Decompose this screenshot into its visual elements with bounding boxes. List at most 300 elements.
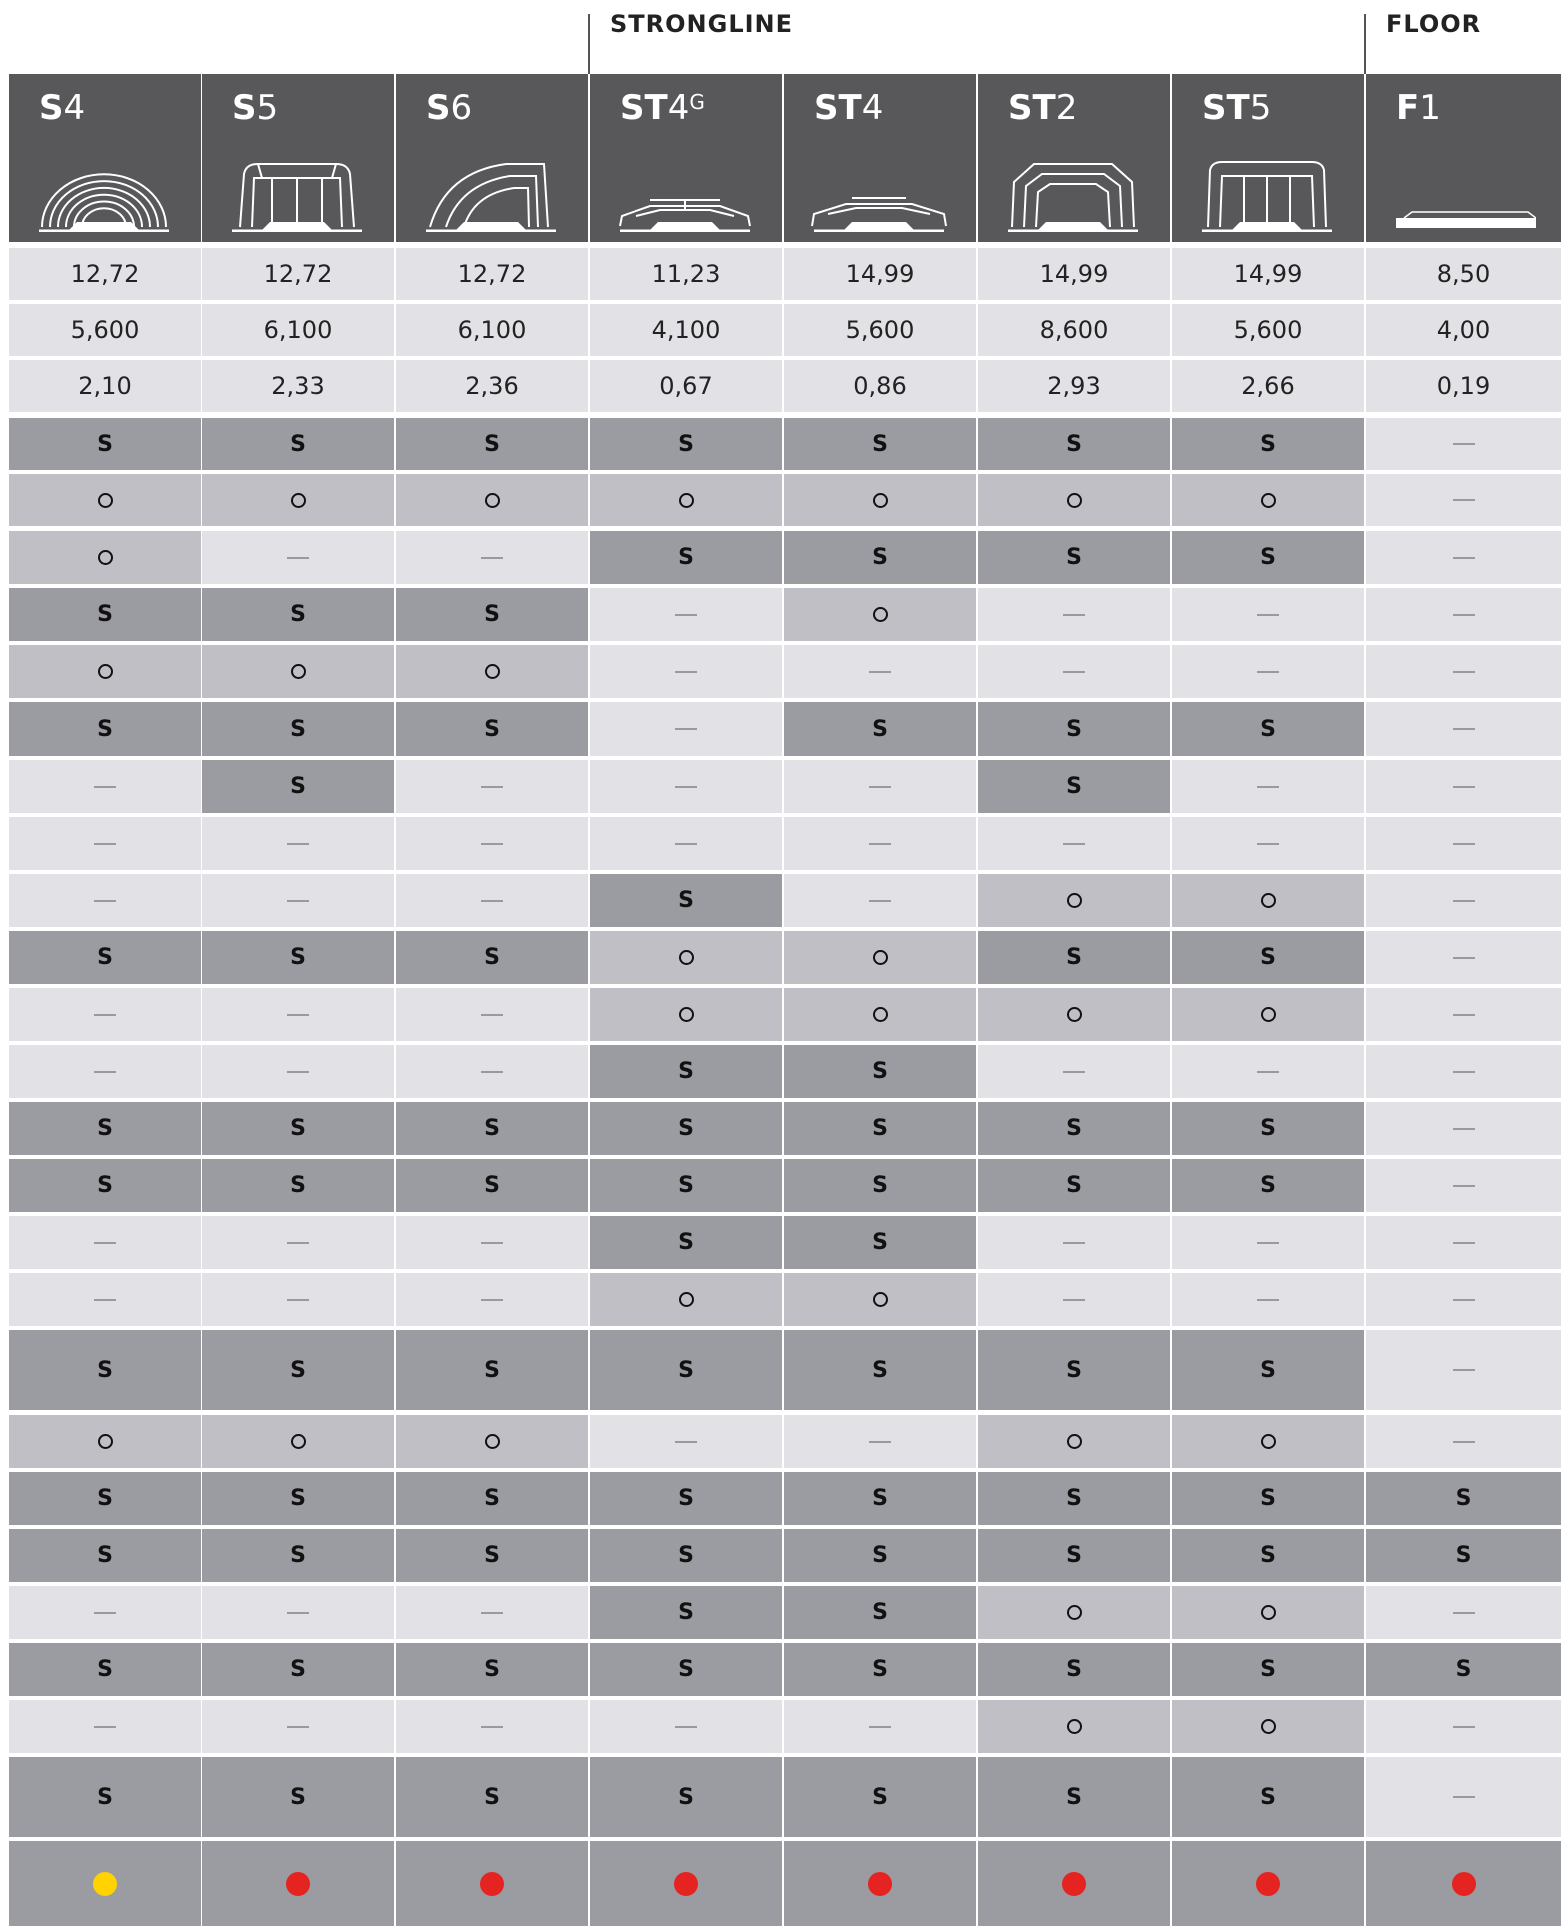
- feature-cell: [978, 817, 1170, 870]
- not-available-dash-icon: [1453, 1726, 1475, 1728]
- feature-cell: [1366, 1159, 1561, 1212]
- standard-mark: S: [678, 1059, 694, 1084]
- sloped-enclosure-icon: [416, 152, 566, 232]
- feature-cell: [1172, 1045, 1364, 1098]
- optional-circle-icon: [98, 550, 113, 565]
- feature-cell: [784, 1102, 976, 1155]
- model-number: 5: [1249, 88, 1272, 128]
- optional-circle-icon: [485, 664, 500, 679]
- feature-cell: [202, 874, 394, 927]
- feature-cell: [590, 588, 782, 641]
- model-name: [620, 88, 705, 128]
- optional-circle-icon: [1067, 1605, 1082, 1620]
- availability-cell: [590, 1841, 782, 1926]
- feature-cell: [202, 760, 394, 813]
- feature-cell: [1366, 1216, 1561, 1269]
- standard-mark: S: [678, 1600, 694, 1625]
- standard-mark: S: [290, 774, 306, 799]
- not-available-dash-icon: [287, 1726, 309, 1728]
- optional-circle-icon: [485, 493, 500, 508]
- feature-cell: [1172, 1643, 1364, 1696]
- standard-mark: S: [290, 602, 306, 627]
- feature-cell: [9, 1102, 201, 1155]
- availability-cell: [396, 1841, 588, 1926]
- feature-cell: [1172, 931, 1364, 984]
- feature-cell: [202, 1586, 394, 1639]
- model-series: ST: [1202, 88, 1250, 128]
- standard-mark: S: [1066, 1486, 1082, 1511]
- feature-cell: [978, 1159, 1170, 1212]
- not-available-dash-icon: [1453, 1796, 1475, 1798]
- feature-cell: [396, 1273, 588, 1326]
- standard-mark: S: [872, 1357, 888, 1383]
- not-available-dash-icon: [481, 900, 503, 902]
- feature-cell: [9, 1273, 201, 1326]
- optional-circle-icon: [98, 493, 113, 508]
- spec-value: 14,99: [784, 248, 976, 300]
- feature-cell: [978, 1529, 1170, 1582]
- standard-mark: S: [872, 716, 888, 742]
- feature-cell: [202, 474, 394, 526]
- feature-cell: [590, 1216, 782, 1269]
- standard-mark: S: [1260, 1657, 1276, 1682]
- spec-value: 2,93: [978, 360, 1170, 412]
- optional-circle-icon: [873, 1292, 888, 1307]
- feature-cell: [590, 988, 782, 1041]
- model-header: [1366, 74, 1561, 242]
- feature-cell: [784, 474, 976, 526]
- standard-mark: S: [872, 1543, 888, 1568]
- spec-value: 0,86: [784, 360, 976, 412]
- standard-mark: S: [484, 1784, 500, 1810]
- optional-circle-icon: [485, 1434, 500, 1449]
- not-available-dash-icon: [869, 900, 891, 902]
- not-available-dash-icon: [481, 1014, 503, 1016]
- feature-cell: [9, 1757, 201, 1837]
- feature-cell: [1172, 1415, 1364, 1468]
- model-header: [590, 74, 782, 242]
- not-available-dash-icon: [675, 1726, 697, 1728]
- feature-cell: [590, 1415, 782, 1468]
- not-available-dash-icon: [287, 843, 309, 845]
- spec-value: 2,36: [396, 360, 588, 412]
- standard-mark: S: [678, 1116, 694, 1141]
- not-available-dash-icon: [481, 1242, 503, 1244]
- standard-mark: S: [1260, 1357, 1276, 1383]
- standard-mark: S: [484, 1173, 500, 1198]
- feature-cell: [1366, 1102, 1561, 1155]
- standard-mark: S: [1066, 716, 1082, 742]
- standard-mark: S: [1260, 431, 1276, 457]
- feature-cell: [1172, 988, 1364, 1041]
- feature-cell: [396, 1586, 588, 1639]
- feature-cell: [978, 1586, 1170, 1639]
- standard-mark: S: [97, 945, 113, 970]
- feature-cell: [396, 1643, 588, 1696]
- feature-cell: [202, 1045, 394, 1098]
- red-dot-icon: [1062, 1872, 1086, 1896]
- feature-cell: [9, 988, 201, 1041]
- model-header: [396, 74, 588, 242]
- spec-value: 12,72: [202, 248, 394, 300]
- not-available-dash-icon: [287, 900, 309, 902]
- standard-mark: S: [1066, 431, 1082, 457]
- optional-circle-icon: [1067, 1007, 1082, 1022]
- spec-value: 5,600: [1172, 304, 1364, 356]
- feature-cell: [590, 1586, 782, 1639]
- standard-mark: S: [97, 1784, 113, 1810]
- feature-cell: [978, 645, 1170, 698]
- standard-mark: S: [484, 1116, 500, 1141]
- feature-cell: [1366, 531, 1561, 584]
- feature-cell: [978, 1757, 1170, 1837]
- feature-cell: [590, 1273, 782, 1326]
- feature-cell: [1366, 1586, 1561, 1639]
- feature-cell: [1366, 1757, 1561, 1837]
- feature-cell: [978, 1045, 1170, 1098]
- feature-cell: [396, 1472, 588, 1525]
- optional-circle-icon: [1067, 1434, 1082, 1449]
- optional-circle-icon: [1067, 493, 1082, 508]
- feature-cell: [1172, 760, 1364, 813]
- feature-cell: [1366, 1529, 1561, 1582]
- not-available-dash-icon: [1257, 671, 1279, 673]
- feature-cell: [202, 418, 394, 470]
- feature-cell: [9, 1472, 201, 1525]
- standard-mark: S: [1260, 545, 1276, 570]
- feature-cell: [9, 1643, 201, 1696]
- group-divider: [1364, 14, 1366, 74]
- feature-cell: [1172, 1472, 1364, 1525]
- feature-cell: [784, 817, 976, 870]
- feature-cell: [784, 988, 976, 1041]
- feature-cell: [202, 1159, 394, 1212]
- standard-mark: S: [872, 1657, 888, 1682]
- optional-circle-icon: [291, 493, 306, 508]
- feature-cell: [784, 588, 976, 641]
- feature-cell: [590, 1643, 782, 1696]
- standard-mark: S: [872, 431, 888, 457]
- not-available-dash-icon: [481, 557, 503, 559]
- not-available-dash-icon: [481, 1071, 503, 1073]
- feature-cell: [1366, 817, 1561, 870]
- model-name: [426, 88, 472, 128]
- feature-cell: [784, 645, 976, 698]
- feature-cell: [1172, 588, 1364, 641]
- feature-cell: [784, 702, 976, 756]
- feature-cell: [9, 1529, 201, 1582]
- feature-cell: [396, 760, 588, 813]
- feature-cell: [396, 1700, 588, 1753]
- standard-mark: S: [872, 1059, 888, 1084]
- feature-cell: [978, 1700, 1170, 1753]
- optional-circle-icon: [1261, 1434, 1276, 1449]
- standard-mark: S: [678, 888, 694, 913]
- standard-mark: S: [290, 945, 306, 970]
- not-available-dash-icon: [481, 1726, 503, 1728]
- standard-mark: S: [1066, 774, 1082, 799]
- feature-cell: [9, 1159, 201, 1212]
- feature-cell: [1172, 1330, 1364, 1410]
- feature-cell: [978, 531, 1170, 584]
- standard-mark: S: [1066, 1543, 1082, 1568]
- feature-cell: [590, 1757, 782, 1837]
- standard-mark: S: [484, 1357, 500, 1383]
- optional-circle-icon: [1067, 893, 1082, 908]
- feature-cell: [590, 702, 782, 756]
- feature-cell: [202, 645, 394, 698]
- feature-cell: [978, 1330, 1170, 1410]
- standard-mark: S: [1066, 1173, 1082, 1198]
- standard-mark: S: [484, 1486, 500, 1511]
- spec-value: 12,72: [9, 248, 201, 300]
- not-available-dash-icon: [1453, 1369, 1475, 1371]
- feature-cell: [978, 588, 1170, 641]
- feature-cell: [202, 1216, 394, 1269]
- feature-cell: [202, 931, 394, 984]
- group-label: FLOOR: [1386, 10, 1482, 38]
- feature-cell: [978, 760, 1170, 813]
- optional-circle-icon: [291, 664, 306, 679]
- not-available-dash-icon: [1063, 1299, 1085, 1301]
- standard-mark: S: [97, 1657, 113, 1682]
- standard-mark: S: [97, 1357, 113, 1383]
- standard-mark: S: [678, 545, 694, 570]
- optional-circle-icon: [873, 493, 888, 508]
- not-available-dash-icon: [1453, 900, 1475, 902]
- standard-mark: S: [872, 1173, 888, 1198]
- model-number: 4: [667, 88, 690, 128]
- not-available-dash-icon: [1453, 1014, 1475, 1016]
- feature-cell: [1172, 418, 1364, 470]
- standard-mark: S: [872, 1116, 888, 1141]
- tall-box-enclosure-icon: [1192, 152, 1342, 232]
- red-dot-icon: [1256, 1872, 1280, 1896]
- feature-cell: [396, 931, 588, 984]
- standard-mark: S: [678, 431, 694, 457]
- feature-cell: [396, 702, 588, 756]
- standard-mark: S: [1455, 1543, 1472, 1568]
- feature-cell: [1366, 418, 1561, 470]
- spec-value: 5,600: [9, 304, 201, 356]
- feature-cell: [784, 760, 976, 813]
- model-header: [978, 74, 1170, 242]
- arch-enclosure-icon: [29, 152, 179, 232]
- not-available-dash-icon: [1453, 443, 1475, 445]
- standard-mark: S: [290, 431, 306, 457]
- feature-cell: [978, 931, 1170, 984]
- not-available-dash-icon: [287, 1299, 309, 1301]
- feature-cell: [9, 418, 201, 470]
- feature-cell: [396, 474, 588, 526]
- feature-cell: [978, 1216, 1170, 1269]
- standard-mark: S: [97, 1543, 113, 1568]
- standard-mark: S: [1066, 1657, 1082, 1682]
- model-name: [39, 88, 85, 128]
- spec-value: 2,10: [9, 360, 201, 412]
- standard-mark: S: [484, 716, 500, 742]
- not-available-dash-icon: [1453, 843, 1475, 845]
- spec-value: 4,100: [590, 304, 782, 356]
- standard-mark: S: [1066, 945, 1082, 970]
- spec-value: 8,600: [978, 304, 1170, 356]
- feature-cell: [784, 1472, 976, 1525]
- not-available-dash-icon: [675, 843, 697, 845]
- optional-circle-icon: [873, 950, 888, 965]
- feature-cell: [396, 988, 588, 1041]
- feature-cell: [590, 931, 782, 984]
- standard-mark: S: [678, 1230, 694, 1255]
- not-available-dash-icon: [1453, 728, 1475, 730]
- feature-cell: [784, 1159, 976, 1212]
- not-available-dash-icon: [1063, 1242, 1085, 1244]
- standard-mark: S: [1455, 1657, 1472, 1682]
- not-available-dash-icon: [1257, 614, 1279, 616]
- not-available-dash-icon: [1453, 1242, 1475, 1244]
- feature-cell: [978, 988, 1170, 1041]
- optional-circle-icon: [873, 1007, 888, 1022]
- feature-cell: [590, 531, 782, 584]
- standard-mark: S: [1260, 945, 1276, 970]
- not-available-dash-icon: [1453, 1071, 1475, 1073]
- feature-cell: [202, 1529, 394, 1582]
- not-available-dash-icon: [675, 728, 697, 730]
- feature-cell: [1366, 874, 1561, 927]
- spec-value: 0,67: [590, 360, 782, 412]
- feature-cell: [202, 1273, 394, 1326]
- feature-cell: [1366, 1045, 1561, 1098]
- not-available-dash-icon: [94, 1299, 116, 1301]
- not-available-dash-icon: [1453, 1185, 1475, 1187]
- feature-cell: [978, 1102, 1170, 1155]
- model-series: S: [39, 88, 64, 128]
- feature-cell: [9, 702, 201, 756]
- not-available-dash-icon: [1257, 1242, 1279, 1244]
- feature-cell: [784, 1586, 976, 1639]
- availability-cell: [978, 1841, 1170, 1926]
- feature-cell: [784, 418, 976, 470]
- feature-cell: [9, 474, 201, 526]
- not-available-dash-icon: [1453, 671, 1475, 673]
- feature-cell: [9, 1045, 201, 1098]
- feature-cell: [784, 1045, 976, 1098]
- not-available-dash-icon: [287, 1071, 309, 1073]
- not-available-dash-icon: [94, 786, 116, 788]
- optional-circle-icon: [873, 607, 888, 622]
- feature-cell: [978, 418, 1170, 470]
- not-available-dash-icon: [94, 1726, 116, 1728]
- standard-mark: S: [290, 1357, 306, 1383]
- model-number: 6: [450, 88, 473, 128]
- optional-circle-icon: [98, 664, 113, 679]
- not-available-dash-icon: [1257, 1071, 1279, 1073]
- feature-cell: [9, 931, 201, 984]
- spec-value: 5,600: [784, 304, 976, 356]
- feature-cell: [590, 418, 782, 470]
- feature-cell: [396, 1529, 588, 1582]
- standard-mark: S: [484, 945, 500, 970]
- feature-cell: [396, 645, 588, 698]
- feature-cell: [202, 1472, 394, 1525]
- standard-mark: S: [872, 1600, 888, 1625]
- feature-cell: [978, 1472, 1170, 1525]
- model-series: ST: [1008, 88, 1056, 128]
- not-available-dash-icon: [1257, 786, 1279, 788]
- feature-cell: [1366, 760, 1561, 813]
- standard-mark: S: [1260, 1784, 1276, 1810]
- feature-cell: [784, 1529, 976, 1582]
- spec-value: 6,100: [396, 304, 588, 356]
- feature-cell: [1366, 588, 1561, 641]
- optional-circle-icon: [1261, 493, 1276, 508]
- feature-cell: [396, 1757, 588, 1837]
- feature-cell: [9, 817, 201, 870]
- model-series: S: [232, 88, 257, 128]
- feature-cell: [1366, 1700, 1561, 1753]
- model-series: S: [426, 88, 451, 128]
- model-number: 4: [861, 88, 884, 128]
- not-available-dash-icon: [481, 786, 503, 788]
- not-available-dash-icon: [94, 1071, 116, 1073]
- optional-circle-icon: [1067, 1719, 1082, 1734]
- angular-enclosure-icon: [998, 152, 1148, 232]
- model-number: 1: [1419, 88, 1441, 128]
- feature-cell: [590, 874, 782, 927]
- not-available-dash-icon: [1453, 1441, 1475, 1443]
- feature-cell: [1366, 645, 1561, 698]
- feature-cell: [784, 1216, 976, 1269]
- feature-cell: [396, 817, 588, 870]
- low-terraced-enclosure-icon: [804, 152, 954, 232]
- not-available-dash-icon: [1063, 614, 1085, 616]
- standard-mark: S: [290, 1784, 306, 1810]
- feature-cell: [978, 1415, 1170, 1468]
- not-available-dash-icon: [481, 1612, 503, 1614]
- feature-cell: [1172, 1216, 1364, 1269]
- not-available-dash-icon: [287, 1612, 309, 1614]
- feature-cell: [1366, 702, 1561, 756]
- feature-cell: [1172, 645, 1364, 698]
- standard-mark: S: [1066, 1116, 1082, 1141]
- feature-cell: [9, 1586, 201, 1639]
- standard-mark: S: [872, 1486, 888, 1511]
- spec-value: 4,00: [1366, 304, 1561, 356]
- feature-cell: [1366, 474, 1561, 526]
- standard-mark: S: [678, 1486, 694, 1511]
- spec-value: 2,66: [1172, 360, 1364, 412]
- not-available-dash-icon: [481, 1299, 503, 1301]
- feature-cell: [590, 1102, 782, 1155]
- not-available-dash-icon: [675, 786, 697, 788]
- feature-cell: [784, 931, 976, 984]
- spec-value: 11,23: [590, 248, 782, 300]
- not-available-dash-icon: [675, 1441, 697, 1443]
- feature-cell: [9, 1700, 201, 1753]
- feature-cell: [9, 874, 201, 927]
- model-series: ST: [814, 88, 862, 128]
- feature-cell: [9, 760, 201, 813]
- not-available-dash-icon: [869, 786, 891, 788]
- model-header: [202, 74, 394, 242]
- feature-cell: [9, 645, 201, 698]
- feature-cell: [202, 1643, 394, 1696]
- feature-cell: [396, 1216, 588, 1269]
- feature-cell: [396, 1045, 588, 1098]
- feature-cell: [590, 1330, 782, 1410]
- not-available-dash-icon: [94, 1242, 116, 1244]
- feature-cell: [9, 1415, 201, 1468]
- not-available-dash-icon: [675, 614, 697, 616]
